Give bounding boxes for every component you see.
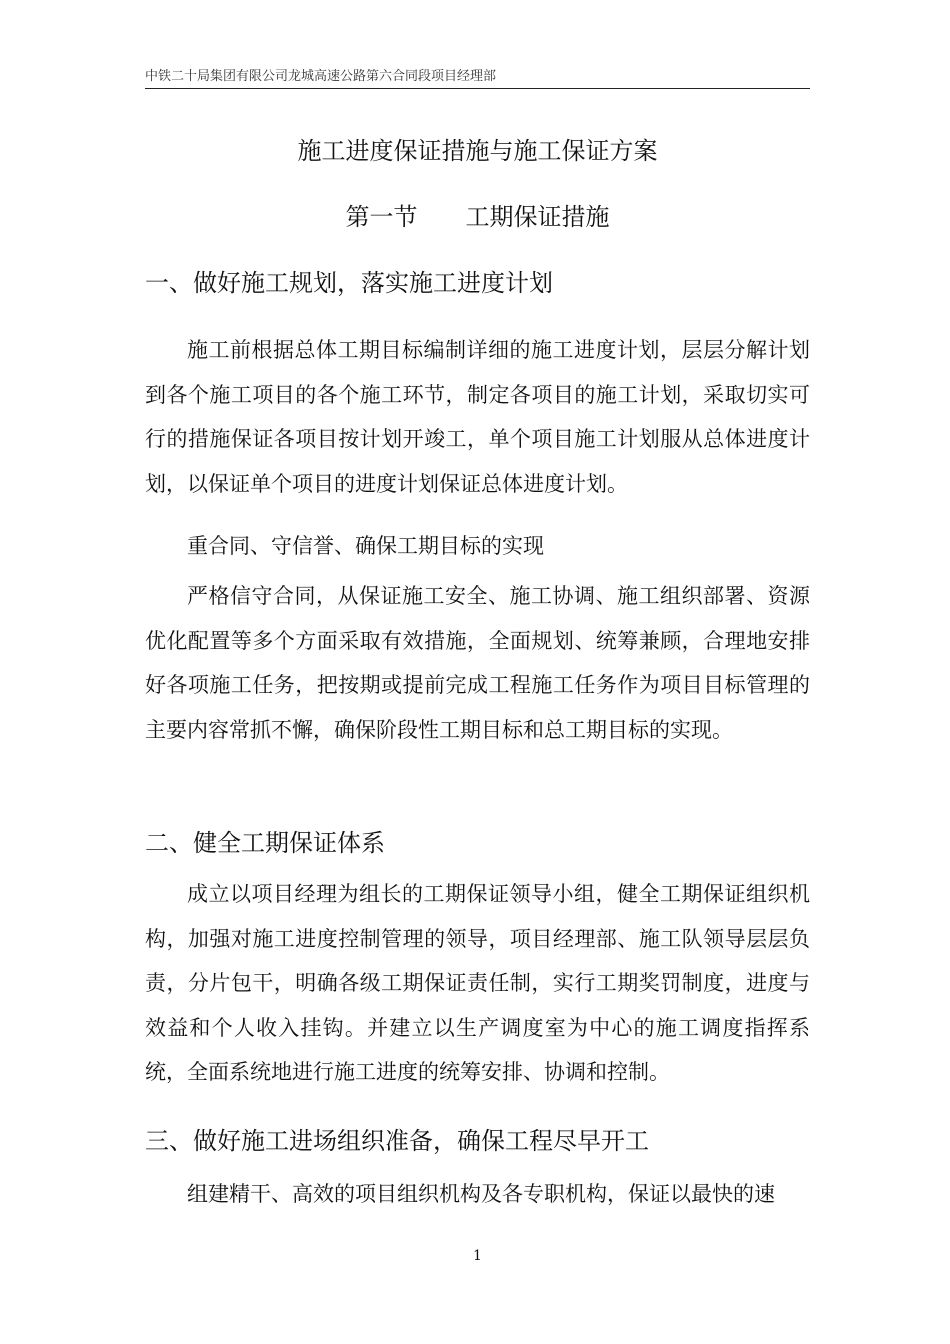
- page-header: 中铁二十局集团有限公司龙城高速公路第六合同段项目经理部: [145, 70, 810, 89]
- heading-1: 一、做好施工规划，落实施工进度计划: [145, 269, 553, 297]
- document-title: 施工进度保证措施与施工保证方案: [297, 137, 658, 165]
- paragraph-4: 成立以项目经理为组长的工期保证领导小组，健全工期保证组织机构，加强对施工进度控制管理的领导，项目经理部、施工队领导层层负责，分片包干，明确各级工期保证责任制，实行工期奖罚制度，进度与效益和个人收入挂钩。并建立以生产调度室为中心的施工调度指挥系统，全面系统地进行施工进度的统筹安排、协调和控制。: [145, 882, 810, 1084]
- paragraph-5: 组建精干、高效的项目组织机构及各专职机构，保证以最快的速: [187, 1182, 775, 1206]
- heading-2: 二、健全工期保证体系: [145, 829, 385, 857]
- heading-3: 三、做好施工进场组织准备，确保工程尽早开工: [145, 1127, 649, 1155]
- section-title: 第一节 工期保证措施: [345, 203, 610, 231]
- paragraph-3: 严格信守合同，从保证施工安全、施工协调、施工组织部署、资源优化配置等多个方面采取有效措施，全面规划、统筹兼顾，合理地安排好各项施工任务，把按期或提前完成工程施工任务作为项目目标管理的主要内容常抓不懈，确保阶段性工期目标和总工期目标的实现。: [145, 584, 810, 742]
- page-number: 1: [473, 1248, 482, 1264]
- paragraph-2: 重合同、守信誉、确保工期目标的实现: [187, 534, 544, 558]
- paragraph-1: 施工前根据总体工期目标编制详细的施工进度计划，层层分解计划到各个施工项目的各个施工环节，制定各项目的施工计划，采取切实可行的措施保证各项目按计划开竣工，单个项目施工计划服从总体进度计划，以保证单个项目的进度计划保证总体进度计划。: [145, 338, 810, 496]
